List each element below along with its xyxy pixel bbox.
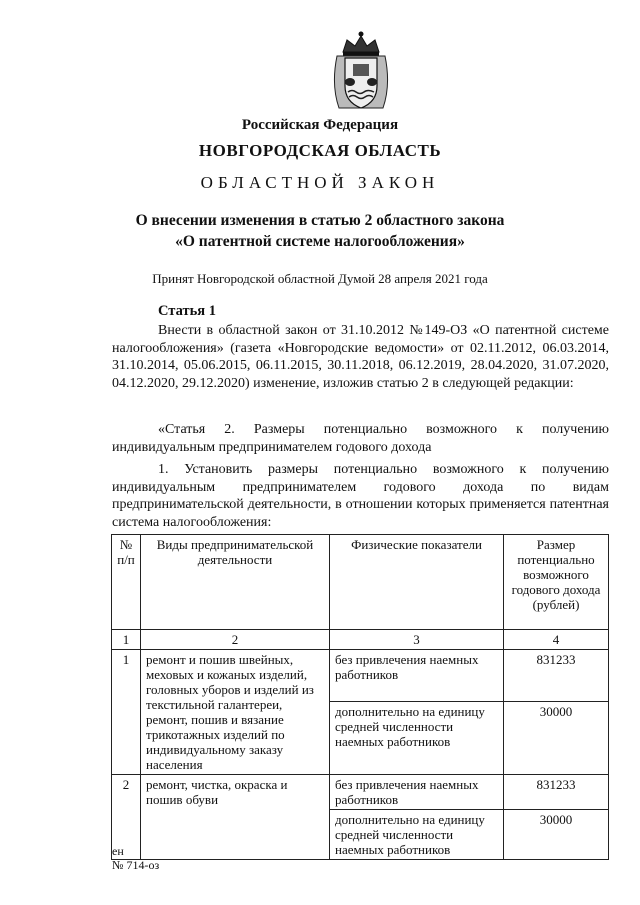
row-indicator: дополнительно на единицу средней численности наемных работников — [330, 702, 504, 775]
row-value: 831233 — [504, 775, 609, 810]
header-num: № п/п — [112, 535, 141, 630]
article-heading: Статья 1 — [158, 303, 216, 319]
article-paragraph-2: «Статья 2. Размеры потенциально возможного к получению индивидуальным предпринимателем годового дохода — [112, 422, 609, 455]
row-indicator: без привлечения наемных работников — [330, 650, 504, 702]
footer-doc-number: № 714-оз — [112, 858, 160, 872]
col-number: 4 — [504, 630, 609, 650]
article-paragraph-1: Внести в областной закон от 31.10.2012 №149-ОЗ «О патентной системе налогообложения» (газета «Новгородские ведомости» от 02.11.2012, 06.03.2014, 31.10.2014, 05.06.2015, 06.11.2015, 30.11.2018, 06.12.2019, 28.04.2020, 31.07.2020, 04.12.2020, 29.12.2020) изменение, изложив статью 2 в следующей редакции: — [112, 323, 609, 391]
footer — [112, 844, 159, 872]
row-indicator: дополнительно на единицу средней численности наемных работников — [330, 810, 504, 860]
row-value: 30000 — [504, 810, 609, 860]
federation-label: Российская Федерация — [241, 117, 399, 133]
table-row — [112, 775, 609, 810]
law-title — [0, 210, 640, 252]
row-indicator: без привлечения наемных работников — [330, 775, 504, 810]
article-paragraph-3: 1. Установить размеры потенциально возможного к получению индивидуальным предпринимателем годового дохода по видам предпринимательской деятельности, в отношении которых применяется патентная система налогообложения: — [112, 462, 609, 530]
region-title: НОВГОРОДСКАЯ ОБЛАСТЬ — [198, 141, 442, 160]
row-activity: ремонт и пошив швейных, меховых и кожаных изделий, головных уборов и изделий из текстильной галантереи, ремонт, пошив и вязание трикотажных изделий по индивидуальному заказу населения — [141, 650, 330, 775]
header-indicators: Физические показатели — [330, 535, 504, 630]
row-value: 30000 — [504, 702, 609, 775]
col-number: 2 — [141, 630, 330, 650]
law-title-line-1: О внесении изменения в статью 2 областного закона — [135, 212, 505, 229]
header-activity: Виды предпринимательской деятельности — [141, 535, 330, 630]
adoption-note: Принят Новгородской областной Думой 28 апреля 2021 года — [152, 271, 488, 286]
table-header-row — [112, 535, 609, 630]
row-activity: ремонт, чистка, окраска и пошив обуви — [141, 775, 330, 860]
footer-initials: ен — [112, 844, 124, 858]
law-type: ОБЛАСТНОЙ ЗАКОН — [200, 173, 440, 192]
col-number: 3 — [330, 630, 504, 650]
header-size: Размер потенциально возможного годового дохода (рублей) — [504, 535, 609, 630]
col-number: 1 — [112, 630, 141, 650]
row-num: 1 — [112, 650, 141, 775]
row-num: 2 — [112, 775, 141, 860]
column-number-row — [112, 630, 609, 650]
law-title-line-2: «О патентной системе налогообложения» — [175, 233, 465, 250]
table-row — [112, 650, 609, 702]
coat-of-arms-icon — [329, 30, 393, 114]
row-value: 831233 — [504, 650, 609, 702]
income-table — [111, 534, 609, 860]
